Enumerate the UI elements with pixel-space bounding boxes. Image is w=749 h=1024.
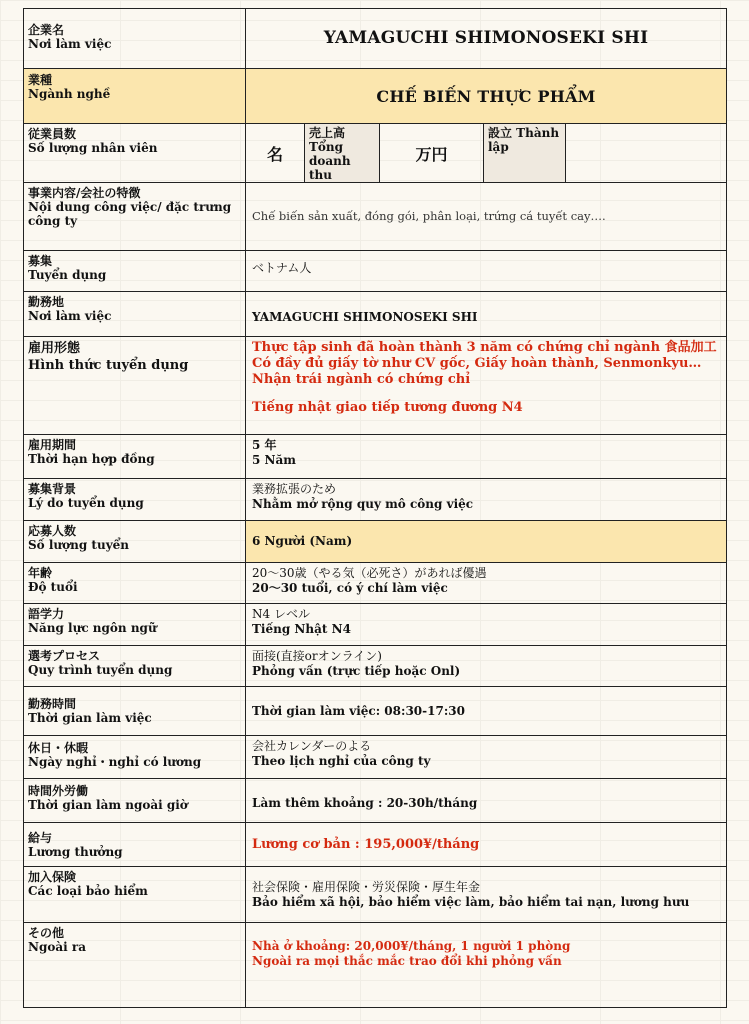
value-insurance	[246, 867, 726, 922]
label-location	[24, 292, 246, 336]
sales-label-vn: Tổng doanh thu	[309, 140, 351, 182]
holidays-jp: 会社カレンダーのよる	[252, 739, 372, 753]
label-jp: 休日・休暇	[28, 741, 89, 755]
label-hours	[24, 687, 246, 735]
job-info-table	[23, 8, 727, 1008]
holidays-vn: Theo lịch nghỉ của công ty	[252, 754, 431, 768]
value-other	[246, 923, 726, 1007]
label-jp: 勤務時間	[28, 697, 77, 711]
label-jp: 業種	[28, 73, 53, 87]
row-headcount	[23, 521, 727, 563]
label-vn: Năng lực ngôn ngữ	[28, 621, 157, 635]
value-location	[246, 292, 726, 336]
label-jp: 雇用期間	[28, 438, 77, 452]
salary-text: Lương cơ bản : 195,000¥/tháng	[252, 837, 480, 852]
label-overtime	[24, 779, 246, 822]
label-recruit	[24, 251, 246, 291]
row-employees	[23, 124, 727, 183]
label-vn: Ngoài ra	[28, 940, 86, 954]
value-business	[246, 183, 726, 250]
employment-requirement-3: Tiếng nhật giao tiếp tương đương N4	[252, 400, 523, 415]
row-location	[23, 292, 727, 337]
label-employment-type	[24, 337, 246, 434]
other-housing: Nhà ở khoảng: 20,000¥/tháng, 1 người 1 phòng	[252, 939, 571, 953]
label-vn: Các loại bảo hiểm	[28, 884, 148, 898]
row-recruit	[23, 251, 727, 292]
value-contract	[246, 435, 726, 478]
unit-money: 万円	[415, 144, 448, 164]
insurance-jp: 社会保険・雇用保険・労災保険・厚生年金	[252, 879, 481, 894]
sales-label-jp: 売上高	[309, 126, 346, 140]
label-jp: 語学力	[28, 607, 65, 621]
value-company	[246, 9, 726, 68]
row-process	[23, 646, 727, 687]
value-process	[246, 646, 726, 686]
row-business	[23, 183, 727, 251]
headcount-text: 6 Người (Nam)	[252, 534, 353, 548]
label-jp: 時間外労働	[28, 784, 89, 798]
label-jp: 雇用形態	[28, 341, 81, 356]
value-language	[246, 604, 726, 645]
label-jp: 企業名	[28, 23, 65, 37]
label-vn: Ngành nghề	[28, 87, 111, 101]
recruit-text: ベトナム人	[252, 261, 312, 275]
language-vn: Tiếng Nhật N4	[252, 622, 351, 636]
label-jp: 募集	[28, 254, 53, 268]
value-industry	[246, 69, 726, 123]
age-vn: 20〜30 tuổi, có ý chí làm việc	[252, 581, 448, 595]
label-vn: Lý do tuyển dụng	[28, 496, 144, 510]
label-vn: Hình thức tuyển dụng	[28, 358, 189, 373]
contract-jp: 5 年	[252, 438, 277, 452]
row-holidays	[23, 736, 727, 779]
founded-label-cell	[484, 124, 566, 182]
label-vn: Lương thưởng	[28, 845, 123, 859]
label-vn: Số lượng tuyển	[28, 538, 130, 552]
label-jp: 募集背景	[28, 482, 77, 496]
row-reason	[23, 479, 727, 521]
spacer	[252, 388, 720, 400]
label-vn: Thời gian làm việc	[28, 711, 152, 725]
label-vn: Ngày nghỉ・nghỉ có lương	[28, 755, 202, 769]
overtime-text: Làm thêm khoảng : 20-30h/tháng	[252, 795, 478, 810]
label-contract	[24, 435, 246, 478]
label-vn: Tuyển dụng	[28, 268, 107, 282]
label-language	[24, 604, 246, 645]
row-age	[23, 563, 727, 604]
row-salary	[23, 823, 727, 867]
label-jp: 事業内容/会社の特徴	[28, 186, 141, 200]
row-other	[23, 923, 727, 1008]
label-jp: 勤務地	[28, 295, 65, 309]
sales-value-cell	[380, 124, 484, 182]
process-vn: Phỏng vấn (trực tiếp hoặc Onl)	[252, 664, 461, 678]
label-jp: 応募人数	[28, 524, 77, 538]
label-vn: Độ tuổi	[28, 580, 78, 594]
label-vn: Thời gian làm ngoài giờ	[28, 798, 188, 812]
reason-vn: Nhằm mở rộng quy mô công việc	[252, 497, 474, 511]
founded-value-cell	[566, 124, 726, 182]
label-jp: 給与	[28, 831, 53, 845]
contract-vn: 5 Năm	[252, 453, 296, 467]
location-text: YAMAGUCHI SHIMONOSEKI SHI	[252, 310, 478, 324]
reason-jp: 業務拡張のため	[252, 482, 337, 496]
business-text: Chế biến sản xuất, đóng gói, phân loại, trứng cá tuyết cay….	[252, 209, 606, 223]
company-name: YAMAGUCHI SHIMONOSEKI SHI	[323, 28, 649, 48]
value-employment-type	[246, 337, 726, 434]
label-reason	[24, 479, 246, 520]
label-vn: Quy trình tuyển dụng	[28, 663, 173, 677]
label-jp: その他	[28, 926, 65, 940]
age-jp: 20〜30歳（やる気（必死さ）があれば優遇	[252, 566, 487, 580]
label-vn: Thời hạn hợp đồng	[28, 452, 155, 466]
employment-requirement-2: Nhận trái ngành có chứng chỉ	[252, 372, 471, 387]
process-jp: 面接(直接orオンライン)	[252, 649, 382, 663]
value-overtime	[246, 779, 726, 822]
row-contract	[23, 435, 727, 479]
other-note: Ngoài ra mọi thắc mắc trao đổi khi phỏng vấn	[252, 954, 562, 968]
value-hours	[246, 687, 726, 735]
label-other	[24, 923, 246, 1007]
value-reason	[246, 479, 726, 520]
label-business	[24, 183, 246, 250]
label-jp: 年齢	[28, 566, 53, 580]
label-employees	[24, 124, 246, 182]
unit-person: 名	[266, 144, 283, 164]
row-hours	[23, 687, 727, 736]
founded-label: 設立 Thành lập	[488, 126, 560, 154]
label-age	[24, 563, 246, 603]
label-jp: 加入保険	[28, 870, 77, 884]
row-language	[23, 604, 727, 646]
label-insurance	[24, 867, 246, 922]
label-salary	[24, 823, 246, 866]
row-company	[23, 9, 727, 69]
sales-label-cell	[305, 124, 380, 182]
value-recruit	[246, 251, 726, 291]
row-overtime	[23, 779, 727, 823]
language-jp: N4 レベル	[252, 607, 310, 621]
row-industry	[23, 69, 727, 124]
value-headcount	[246, 521, 726, 562]
label-process	[24, 646, 246, 686]
label-jp: 選考プロセス	[28, 649, 101, 663]
value-age	[246, 563, 726, 603]
label-headcount	[24, 521, 246, 562]
label-industry	[24, 69, 246, 123]
row-insurance	[23, 867, 727, 923]
row-employment-type	[23, 337, 727, 435]
value-salary	[246, 823, 726, 866]
label-vn: Nội dung công việc/ đặc trưng công ty	[28, 200, 232, 228]
label-vn: Nơi làm việc	[28, 37, 112, 51]
employee-count-cell	[246, 124, 305, 182]
label-vn: Số lượng nhân viên	[28, 141, 158, 155]
label-company	[24, 9, 246, 68]
industry-name: CHẾ BIẾN THỰC PHẨM	[376, 86, 596, 106]
label-holidays	[24, 736, 246, 778]
label-jp: 従業員数	[28, 127, 77, 141]
value-holidays	[246, 736, 726, 778]
employment-requirement-1: Thực tập sinh đã hoàn thành 3 năm có chứng chỉ ngành 食品加工 Có đầy đủ giấy tờ như CV gốc, Giấy hoàn thành, Senmonkyu…	[252, 340, 717, 371]
hours-text: Thời gian làm việc: 08:30-17:30	[252, 703, 465, 718]
insurance-vn: Bảo hiểm xã hội, bảo hiểm việc làm, bảo hiểm tai nạn, lương hưu	[252, 894, 690, 909]
label-vn: Nơi làm việc	[28, 309, 112, 323]
employees-subcells	[246, 124, 726, 182]
